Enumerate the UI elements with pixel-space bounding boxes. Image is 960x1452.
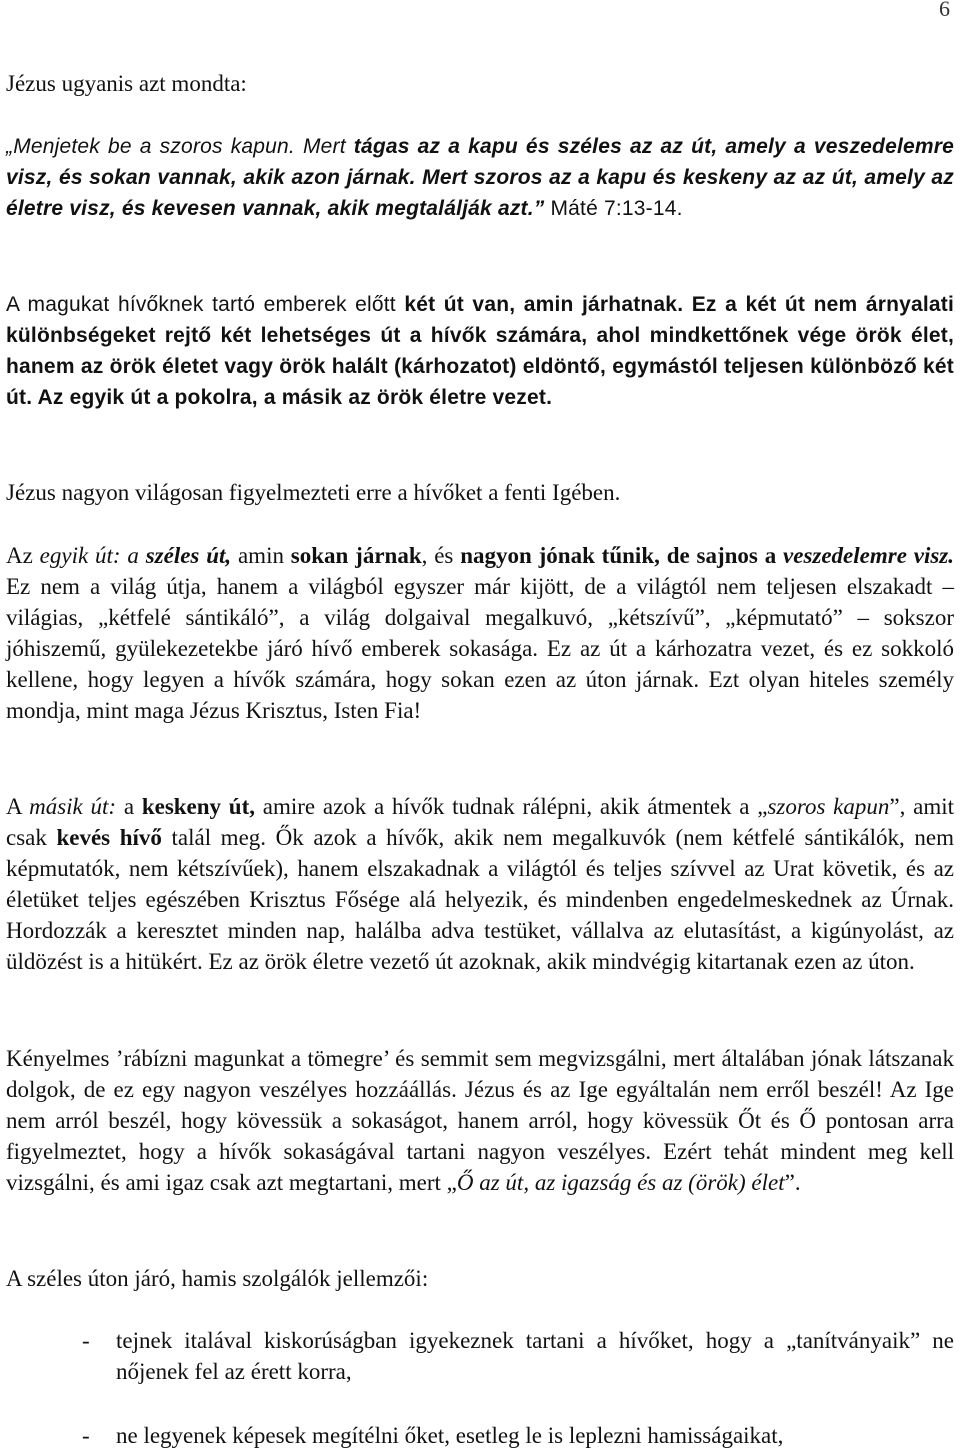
bold-span: két út van, amin járhatnak. [404, 293, 684, 316]
paragraph-narrow-way [6, 791, 954, 977]
text-span: , és [421, 543, 461, 568]
quote-reference: Máté 7:13-14. [544, 197, 683, 220]
bold-span: sokan járnak [290, 543, 422, 568]
text-span: Az [6, 543, 40, 568]
list-item-text: tejnek italával kiskorúságban igyekeznek tartani a hívőket, hogy a „tanítványaik” ne nőjenek fel az érett korra, [116, 1328, 954, 1384]
text-span: ”. [784, 1170, 801, 1195]
list-item-text: ne legyenek képesek megítélni őket, esetleg le is leplezni hamisságaikat, [116, 1423, 784, 1448]
page-number: 6 [939, 0, 950, 21]
text-span: A [6, 794, 30, 819]
paragraph-comfort [6, 1043, 954, 1198]
text-span: talál meg. Ők azok a hívők, akik nem megalkuvók (nem kétfelé sántikálók, nem képmutatók, nem kétszívűek), hanem elszakadnak a világtól és teljes szívvel az Urat követik, és az életüket teljes egészében Krisztus Fősége alá helyezik, és mindenben engedelmeskednek az Úrnak. Hordozzák a keresztet minden nap, halálba adva testüket, vállalva az elutasítást, a kigúnyolást, az üldözést is a hitükért. Ez az örök életre vezető út azoknak, akik mindvégig kitartanak ezen az úton. [6, 825, 954, 974]
text-span: ”, amit csak [6, 794, 954, 850]
text-span: amin [231, 543, 291, 568]
bold-span: Ez a két út nem árnyalati különbségeket rejtő két lehetséges út a hívők számára, ahol mindkettőnek vége örök élet, hanem az örök életet vagy örök halált (kárhozatot) eldöntő, egymástól teljesen különböző két út. Az egyik út a pokolra, a másik az örök életre vezet. [6, 293, 955, 409]
paragraph-intro: Jézus ugyanis azt mondta: [6, 71, 247, 96]
text-span: Ez nem a világ útja, hanem a világból egyszer már kijött, de a világtól nem teljesen elszakadt – világias, „kétfelé sántikáló”, a világ dolgaival megalkuvó, „kétszívű”, „képmutató” – sokszor jóhiszemű, gyülekezetekbe járó hívő emberek sokasága. Ez az út a kárhozatra vezet, és ez sokkoló kellene, hogy legyen a hívők számára, hogy sokan ezen az úton járnak. Ezt olyan hiteles személy mondja, mint maga Jézus Krisztus, Isten Fia! [6, 574, 954, 723]
quote-part-a: „Menjetek be a szoros kapun. Mert [6, 135, 354, 158]
text-span: Kényelmes ’rábízni magunkat a tömegre’ és semmit sem megvizsgálni, mert általában jónak látszanak dolgok, de ez egy nagyon veszélyes hozzáállás. Jézus és az Ige egyáltalán nem erről beszél! Az Ige nem arról beszél, hogy kövessük a sokaságot, hanem arról, hogy kövessük Őt és Ő pontosan arra figyelmeztet, hogy a hívők sokaságával tartani nagyon veszélyes. Ezért tehát mindent meg kell vizsgálni, és ami igaz csak azt megtartani, mert „ [6, 1046, 954, 1195]
list-dash: - [82, 1423, 90, 1448]
quote-part-b: tágas az a kapu és széles az az út, amely a veszedelemre visz, és sokan vannak, akik azon járnak. Mert szoros az a kapu és keskeny az az út, amely az életre visz, és kevesen vannak, akik megtalálják azt.” [6, 135, 954, 220]
italic-span: Ő az út, az igazság és az (örök) élet [456, 1170, 785, 1195]
paragraph-wide-way [6, 540, 954, 726]
italic-span: egyik út: a [39, 543, 146, 568]
text-span: amire azok a hívők tudnak rálépni, akik átmentek a „ [255, 794, 768, 819]
bold-span: kevés hívő [56, 825, 162, 850]
italic-span: szoros kapun [767, 794, 890, 819]
bold-span: keskeny út, [141, 794, 256, 819]
list-dash: - [82, 1328, 90, 1353]
paragraph-warning: Jézus nagyon világosan figyelmezteti erre a hívőket a fenti Igében. [6, 480, 621, 505]
paragraph-list-intro: A széles úton járó, hamis szolgálók jellemzői: [6, 1266, 429, 1291]
bold-italic-span: széles út, [145, 543, 232, 568]
bold-span: nagyon jónak tűnik, de sajnos a [460, 543, 784, 568]
text-span: a [116, 794, 142, 819]
paragraph-two-ways [6, 289, 954, 413]
text-span: A magukat hívőknek tartó emberek előtt [6, 293, 405, 316]
paragraph-quote [6, 131, 954, 224]
bold-italic-span: veszedelemre visz. [783, 543, 954, 568]
italic-span: másik út: [29, 794, 117, 819]
